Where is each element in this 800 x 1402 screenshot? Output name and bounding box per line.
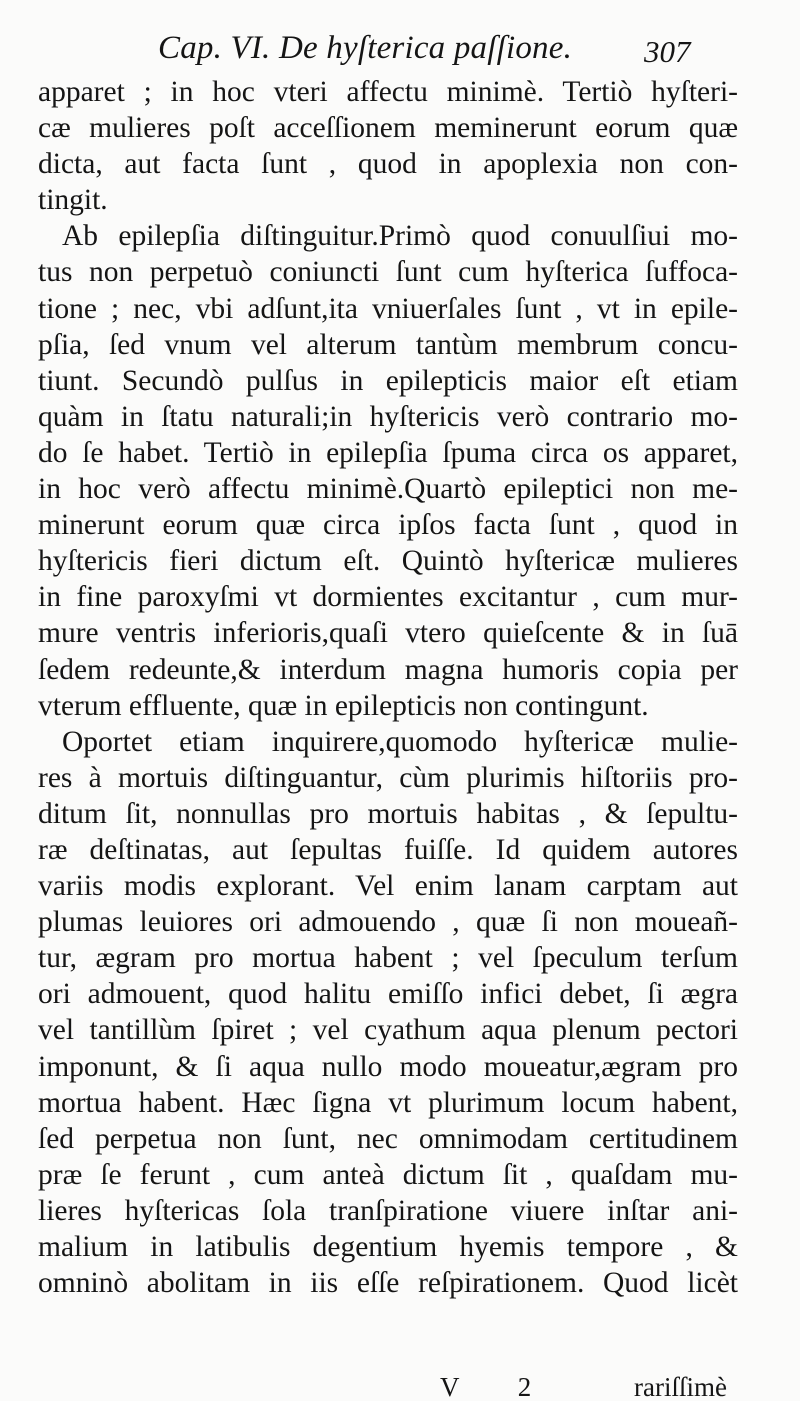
page-number: 307 [644, 34, 691, 69]
text-line: cæ mulieres poſt acceſſionem meminerunt eorum quæ [38, 112, 738, 145]
text-line: Oportet etiam inquirere,quomodo hyſtericæ mulie- [62, 725, 738, 758]
text-line: imponunt, & ſi aqua nullo modo moueatur,ægram pro [38, 1050, 738, 1083]
text-line: plumas leuiores ori admouendo , quæ ſi non moueañ- [38, 906, 738, 939]
text-line: omninò abolitam in iis eſſe reſpirationem. Quod licèt [38, 1267, 738, 1300]
text-line: pſia, ſed vnum vel alterum tantùm membrum concu- [38, 328, 738, 361]
text-line: do ſe habet. Tertiò in epilepſia ſpuma circa os apparet, [38, 436, 738, 469]
text-line: ditum ſit, nonnullas pro mortuis habitas , & ſepultu- [38, 797, 738, 830]
text-line: in fine paroxyſmi vt dormientes excitantur , cum mur- [38, 581, 738, 614]
text-line: minerunt eorum quæ circa ipſos facta ſunt , quod in [38, 509, 738, 542]
page-footer [0, 1372, 800, 1402]
text-line: hyſtericis fieri dictum eſt. Quintò hyſtericæ mulieres [38, 545, 738, 578]
text-line: ſedem redeunte,& interdum magna humoris copia per [38, 653, 738, 686]
text-line: malium in latibulis degentium hyemis tempore , & [38, 1231, 738, 1263]
text-line: variis modis explorant. Vel enim lanam carptam aut [38, 870, 738, 903]
catchword: rariſſimè [634, 1372, 727, 1402]
text-line: tingit. [38, 184, 108, 217]
text-line: tus non perpetuò coniuncti ſunt cum hyſterica ſuffoca- [38, 256, 738, 289]
text-line: mortua habent. Hæc ſigna vt plurimum locum habent, [38, 1086, 738, 1119]
text-line: præ ſe ferunt , cum anteà dictum ſit , quaſdam mu- [38, 1158, 738, 1191]
text-line: mure ventris inferioris,quaſi vtero quieſcente & in ſuā [38, 617, 738, 650]
text-line: vel tantillùm ſpiret ; vel cyathum aqua plenum pectori [38, 1014, 738, 1047]
text-line: apparet ; in hoc vteri affectu minimè. Tertiò hyſteri- [38, 76, 738, 108]
text-line: tione ; nec, vbi adſunt,ita vniuerſales ſunt , vt in epile- [38, 292, 738, 325]
signature-mark: V 2 [440, 1372, 558, 1402]
text-line: ori admouent, quod halitu emiſſo infici debet, ſi ægra [38, 978, 738, 1011]
text-line: lieres hyſtericas ſola tranſpiratione viuere inſtar ani- [38, 1194, 738, 1227]
text-line: ſed perpetua non ſunt, nec omnimodam certitudinem [38, 1122, 738, 1155]
text-line: Ab epilepſia diſtinguitur.Primò quod conuulſiui mo- [62, 220, 738, 253]
body-text [38, 74, 738, 1301]
running-head: Cap. VI. De hyſterica paſſione. [158, 30, 573, 66]
text-line: ræ deſtinatas, aut ſepultas fuiſſe. Id quidem autores [38, 833, 738, 866]
text-line: vterum effluente, quæ in epilepticis non contingunt. [38, 689, 649, 722]
text-line: tiunt. Secundò pulſus in epilepticis maior eſt etiam [38, 364, 738, 397]
text-line: quàm in ſtatu naturali;in hyſtericis verò contrario mo- [38, 400, 738, 433]
text-line: res à mortuis diſtinguantur, cùm plurimis hiſtoriis pro- [38, 761, 738, 794]
page-header [0, 28, 800, 74]
text-line: dicta, aut facta ſunt , quod in apoplexia non con- [38, 148, 738, 181]
text-line: in hoc verò affectu minimè.Quartò epileptici non me- [38, 473, 738, 506]
text-line: tur, ægram pro mortua habent ; vel ſpeculum terſum [38, 942, 738, 975]
